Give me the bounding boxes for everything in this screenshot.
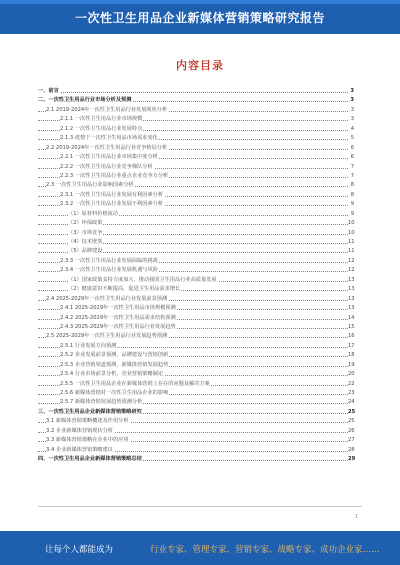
toc-entry[interactable] (38, 144, 354, 153)
toc-entry[interactable] (38, 351, 354, 360)
toc-entry[interactable] (38, 304, 354, 313)
toc-title: 内容目录 (176, 59, 224, 72)
toc-entry-page: 5 (348, 134, 354, 143)
toc-entry[interactable] (38, 389, 354, 398)
toc-entry[interactable] (38, 172, 354, 181)
toc-entry-label: 四、一次性卫生用品企业新媒体营销策略总结 (38, 455, 143, 464)
toc-entry[interactable] (38, 380, 354, 389)
toc-entry-page: 3 (348, 87, 354, 96)
toc-entry-label: 3.3 新媒体营销策略在企业中的应用 (46, 436, 130, 445)
toc-entry[interactable] (38, 229, 354, 238)
toc-entry[interactable] (38, 427, 354, 436)
toc-entry[interactable] (38, 342, 354, 351)
toc-entry[interactable] (38, 238, 354, 247)
toc-entry-page: 17 (348, 342, 354, 351)
toc-entry-label: （2）健康意识不断提高，促进卫生用品需求增长 (68, 285, 181, 294)
toc-entry[interactable] (38, 106, 354, 115)
toc-entry-page: 3 (348, 106, 354, 115)
toc-entry[interactable] (38, 332, 354, 341)
toc-entry-label: 2.3.4 一次性卫生用品行业发展机遇与风险 (60, 266, 159, 275)
toc-entry-label: 2.5.4 行业市场前景分析，企业营销策略制定 (60, 370, 164, 379)
toc-entry-label: 2.2.2 一次性卫生用品行业竞争梯队分析 (60, 163, 154, 172)
toc-entry-label: （2）环保政策 (68, 219, 103, 228)
toc-entry-label: （4）技术壁垒 (68, 238, 103, 247)
toc-entry-page: 15 (348, 323, 354, 332)
toc-entry-page: 13 (348, 276, 354, 285)
report-title: 一次性卫生用品企业新媒体营销策略研究报告 (74, 11, 325, 25)
toc-entry-label: 3.4 企业新媒体营销策略建议 (46, 446, 114, 455)
toc-entry-label: 2.1.2 一次性卫生用品行业发展特点 (60, 125, 143, 134)
bottom-divider (38, 506, 362, 507)
toc-entry-label: 2.5.7 新媒体营销发展趋势预测分析 (60, 398, 143, 407)
toc-entry[interactable] (38, 323, 354, 332)
toc-entry-label: （3）市场竞争 (68, 229, 103, 238)
footer-bar (0, 531, 400, 565)
toc-entry-label: 2.4 2025-2029年一次性卫生用品行业发展前景预测 (46, 295, 168, 304)
toc-entry-page: 9 (348, 210, 354, 219)
toc-entry[interactable] (38, 417, 354, 426)
toc-entry[interactable] (38, 446, 354, 455)
toc-entry-page: 7 (348, 172, 354, 181)
toc-entry[interactable] (38, 361, 354, 370)
toc-entry[interactable] (38, 436, 354, 445)
toc-entry-label: 二、一次性卫生用品行业市场分析及预测 (38, 96, 132, 105)
toc-entry-page: 11 (348, 238, 354, 247)
toc-entry[interactable] (38, 295, 354, 304)
page-number: 1 (354, 514, 358, 520)
toc-entry[interactable] (38, 247, 354, 256)
toc-entry[interactable] (38, 200, 354, 209)
toc-entry-label: 2.5 2025-2029年一次性卫生用品行业发展趋势预测 (46, 332, 168, 341)
toc-entry-label: 2.2.3 一次性卫生用品行业重点企业竞争力分析 (60, 172, 169, 181)
toc-entry-page: 12 (348, 257, 354, 266)
toc-entry-label: （5）品牌建设 (68, 247, 103, 256)
toc-entry-label: 2.5.5 一次性卫生用品企业在新媒体营销上存在的问题及解决方案 (60, 380, 211, 389)
toc-entry-label: 3.2 企业新媒体营销现状分析 (46, 427, 114, 436)
toc-entry[interactable] (38, 210, 354, 219)
table-of-contents (38, 87, 354, 465)
toc-entry-label: 2.4.1 2025-2029年一次性卫生用品市场规模预测 (60, 304, 177, 313)
toc-entry[interactable] (38, 455, 354, 464)
toc-entry[interactable] (38, 134, 354, 143)
toc-entry-label: 2.3 一次性卫生用品行业影响因素分析 (46, 181, 135, 190)
toc-entry-page: 27 (348, 436, 354, 445)
toc-entry[interactable] (38, 257, 354, 266)
toc-entry[interactable] (38, 266, 354, 275)
toc-entry-label: 2.5.3 企业营销渠道预测，新媒体营销发展趋势 (60, 361, 169, 370)
toc-entry-page: 6 (348, 144, 354, 153)
toc-entry-label: 2.4.2 2025-2029年一次性卫生用品需求结构预测 (60, 314, 177, 323)
toc-entry-label: 2.5.2 企业发展前景预测，品牌建设与营销创新 (60, 351, 169, 360)
toc-entry-label: 三、一次性卫生用品企业新媒体营销策略研究 (38, 408, 143, 417)
toc-entry-page: 4 (348, 125, 354, 134)
toc-entry[interactable] (38, 219, 354, 228)
toc-entry-page: 16 (348, 332, 354, 341)
toc-entry-page: 29 (348, 455, 354, 464)
toc-entry-label: 一、前言 (38, 87, 60, 96)
toc-entry-label: 2.1.1 一次性卫生用品行业市场规模 (60, 115, 143, 124)
toc-entry-page: 26 (348, 427, 354, 436)
toc-entry-page: 3 (348, 115, 354, 124)
toc-entry-page: 12 (348, 266, 354, 275)
toc-entry-page: 24 (348, 398, 354, 407)
toc-entry-label: 3.1 新媒体营销策略概述及作用分析 (46, 417, 130, 426)
toc-entry[interactable] (38, 96, 354, 105)
toc-entry-label: 2.3.1 一次性卫生用品行业发展有利因素分析 (60, 191, 164, 200)
toc-entry-label: （1）国家政策支持力度加大，推动我国卫生用品行业高质量发展 (68, 276, 218, 285)
toc-entry-label: 2.1 2019-2024年一次性卫生用品行业发展现状分析 (46, 106, 168, 115)
toc-entry-page: 13 (348, 295, 354, 304)
toc-entry[interactable] (38, 125, 354, 134)
toc-entry-label: 2.4.3 2025-2029年一次性卫生用品行业发展趋势 (60, 323, 177, 332)
toc-entry-page: 13 (348, 304, 354, 313)
toc-leader-dots (38, 92, 348, 93)
toc-entry-page: 11 (348, 247, 354, 256)
toc-entry-page: 8 (348, 191, 354, 200)
toc-entry-page: 14 (348, 314, 354, 323)
toc-entry-page: 6 (348, 153, 354, 162)
toc-entry-label: 2.2 2019-2024年一次性卫生用品行业竞争格局分析 (46, 144, 168, 153)
toc-entry-label: 2.3.2 一次性卫生用品行业发展不利因素分析 (60, 200, 164, 209)
toc-entry-label: 2.5.6 新媒体营销对一次性卫生用品企业的影响 (60, 389, 169, 398)
toc-entry-label: 2.5.1 行业发展方向预测 (60, 342, 117, 351)
toc-entry[interactable] (38, 408, 354, 417)
toc-entry-page: 18 (348, 351, 354, 360)
toc-entry-page: 7 (348, 163, 354, 172)
toc-entry-label: 2.2.1 一次性卫生用品行业市场集中度分析 (60, 153, 159, 162)
toc-entry[interactable] (38, 153, 354, 162)
toc-entry[interactable] (38, 398, 354, 407)
toc-entry[interactable] (38, 163, 354, 172)
toc-entry[interactable] (38, 314, 354, 323)
toc-entry[interactable] (38, 87, 354, 96)
toc-entry[interactable] (38, 285, 354, 294)
toc-entry[interactable] (38, 191, 354, 200)
toc-entry[interactable] (38, 370, 354, 379)
toc-entry[interactable] (38, 181, 354, 190)
toc-entry-page: 28 (348, 446, 354, 455)
toc-entry-label: （1）原材料价格波动 (68, 210, 119, 219)
toc-entry-page: 13 (348, 285, 354, 294)
toc-entry[interactable] (38, 115, 354, 124)
toc-entry-page: 20 (348, 370, 354, 379)
header-bar (0, 0, 400, 34)
header-accent-strip (0, 0, 400, 4)
footer-slogan: 让每个人都能成为 (45, 545, 114, 555)
toc-entry-page: 25 (348, 417, 354, 426)
toc-entry-page: 3 (348, 96, 354, 105)
toc-entry-page: 10 (348, 219, 354, 228)
toc-entry[interactable] (38, 276, 354, 285)
toc-entry-label: 2.1.3 疫情下一次性卫生用品市场需求变化 (60, 134, 159, 143)
toc-entry-page: 19 (348, 361, 354, 370)
toc-entry-page: 22 (348, 380, 354, 389)
toc-entry-page: 23 (348, 389, 354, 398)
toc-entry-page: 10 (348, 229, 354, 238)
toc-entry-label: 2.3.3 一次性卫生用品行业发展面临的挑战 (60, 257, 159, 266)
footer-expert-list: 行业专家、管理专家、营销专家、战略专家、成功企业家…… (150, 545, 380, 555)
toc-entry-page: 8 (348, 181, 354, 190)
toc-entry-page: 25 (348, 408, 354, 417)
toc-entry-page: 9 (348, 200, 354, 209)
